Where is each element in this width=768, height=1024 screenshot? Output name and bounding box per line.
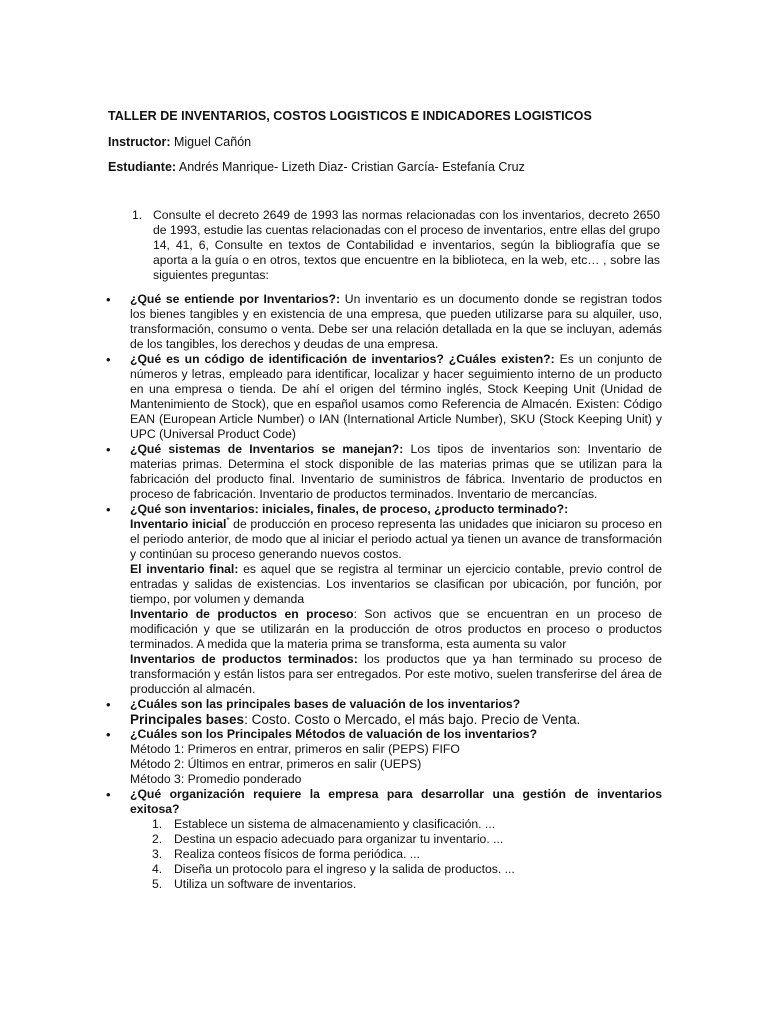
question-item-organizacion — [106, 787, 662, 892]
list-item: 4. Diseña un protocolo para el ingreso y la salida de productos. ... — [152, 862, 515, 876]
bullet-icon: • — [106, 442, 111, 457]
list-item: 1. Establece un sistema de almacenamiento y clasificación. ... — [152, 817, 496, 831]
footnote-mark: * — [226, 515, 230, 525]
process-label: Inventario de productos en proceso — [130, 607, 354, 621]
bullet-icon: • — [106, 352, 111, 367]
method-line: Método 2: Últimos en entrar, primeros en salir (UEPS) — [130, 757, 422, 771]
bullet-icon: • — [106, 292, 111, 307]
question-list — [106, 292, 662, 892]
process-inventory-paragraph — [130, 607, 662, 652]
bases-text: : Costo. Costo o Mercado, el más bajo. Precio de Venta. — [244, 712, 581, 727]
list-item: 3. Realiza conteos físicos de forma periódica. ... — [152, 847, 420, 861]
bullet-icon: • — [106, 502, 111, 517]
question-text: ¿Qué organización requiere la empresa para desarrollar una gestión de inventarios exitosa? — [130, 787, 662, 816]
question-text: ¿Qué son inventarios: iniciales, finales, de proceso, ¿producto terminado?: — [130, 502, 569, 516]
student-label: Estudiante: — [108, 160, 177, 174]
bullet-icon: • — [106, 787, 111, 802]
list-item: 2. Destina un espacio adecuado para organizar tu inventario. ... — [152, 832, 504, 846]
question-item-inventarios — [106, 292, 662, 352]
intro-text: Consulte el decreto 2649 de 1993 las normas relacionadas con los inventarios, decreto 2650 de 1993, estudie las cuentas relacionadas con el proceso de inventarios, entre ellas del grupo 14, 41, 6, Consulte en textos de Contabilidad e inventarios, según la bibliografía que se aporta a la guía o en otros, textos que encuentre en la biblioteca, en la web, etc… , sobre las siguientes preguntas: — [153, 208, 660, 282]
initial-inventory-paragraph — [130, 517, 662, 562]
question-text: ¿Cuáles son las principales bases de valuación de los inventarios? — [130, 697, 521, 711]
finished-text: los productos que ya han terminado su proceso de transformación y están listos para ser entregados. Por este motivo, suelen transferirse del área de producción al almacén. — [130, 652, 662, 696]
answer-text: Los tipos de inventarios son: Inventario de materias primas. Determina el stock disponible de las materias primas que se utilizan para la fabricación del producto final. Inventario de suministros de fábrica. Inventario de productos en proceso de fabricación. Inventario de productos terminados. Inventario de mercancías. — [130, 442, 662, 501]
initial-text: de producción en proceso representa las unidades que iniciaron su proceso en el periodo anterior, de modo que al iniciar el periodo actual ya tienen un avance de transformación y continúan su proceso generando nuevos costos. — [130, 517, 662, 561]
answer-text: Un inventario es un documento donde se registran todos los bienes tangibles y en existencia de una empresa, que pueden utilizarse para su alquiler, uso, transformación, consumo o venta. Debe ser una relación detallada en la que se incluyan, además de los tangibles, los derechos y deudas de una empresa. — [130, 292, 663, 351]
question-text: ¿Qué se entiende por Inventarios?: — [130, 292, 341, 306]
document-title: TALLER DE INVENTARIOS, COSTOS LOGISTICOS E INDICADORES LOGISTICOS — [108, 109, 592, 123]
bases-label: Principales bases — [130, 712, 245, 727]
method-line: Método 1: Primeros en entrar, primeros en salir (PEPS) FIFO — [130, 742, 460, 756]
question-item-metodos — [106, 727, 662, 787]
student-line — [108, 160, 525, 175]
question-item-codigo — [106, 352, 662, 442]
final-label: El inventario final: — [130, 562, 239, 576]
final-inventory-paragraph — [130, 562, 662, 607]
question-text: ¿Qué sistemas de Inventarios se manejan?: — [130, 442, 404, 456]
bullet-icon: • — [106, 727, 111, 742]
question-item-tipos — [106, 502, 662, 697]
steps-list — [130, 817, 662, 892]
intro-item — [132, 208, 660, 283]
method-line: Método 3: Promedio ponderado — [130, 772, 302, 786]
question-item-bases — [106, 697, 662, 727]
instructor-name: Miguel Cañón — [173, 135, 252, 149]
final-text: es aquel que se registra al terminar un ejercicio contable, previo control de entradas y salidas de existencias. Los inventarios se clasifican por ubicación, por función, por tiempo, por volumen y demanda — [130, 562, 662, 606]
intro-number: 1. — [132, 208, 143, 222]
question-text: ¿Qué es un código de identificación de inventarios? ¿Cuáles existen?: — [130, 352, 555, 366]
initial-label: Inventario inicial — [130, 517, 227, 531]
instructor-line — [108, 135, 251, 150]
bases-answer — [130, 712, 662, 727]
instructor-label: Instructor: — [108, 135, 171, 149]
bullet-icon: • — [106, 697, 111, 712]
list-item: 5. Utiliza un software de inventarios. — [152, 877, 357, 891]
question-text: ¿Cuáles son los Principales Métodos de valuación de los inventarios? — [130, 727, 538, 741]
finished-label: Inventarios de productos terminados: — [130, 652, 358, 666]
question-item-sistemas — [106, 442, 662, 502]
student-names: Andrés Manrique- Lizeth Diaz- Cristian García- Estefanía Cruz — [178, 160, 525, 174]
answer-text: Es un conjunto de números y letras, empleado para identificar, localizar y hacer seguimiento interno de un producto en una empresa o tienda. De ahí el origen del término inglés, Stock Keeping Unit (Unidad de Mantenimiento de Stock), que en español usamos como Referencia de Almacén. Existen: Código EAN (European Article Number) o IAN (International Article Number), SKU (Stock Keeping Unit) y UPC (Universal Product Code) — [130, 352, 662, 441]
process-text: : Son activos que se encuentran en un proceso de modificación y que se utilizarán en la producción de otros productos en proceso o productos terminados. A medida que la materia prima se transforma, esta aumenta su valor — [130, 607, 662, 651]
finished-inventory-paragraph — [130, 652, 662, 697]
